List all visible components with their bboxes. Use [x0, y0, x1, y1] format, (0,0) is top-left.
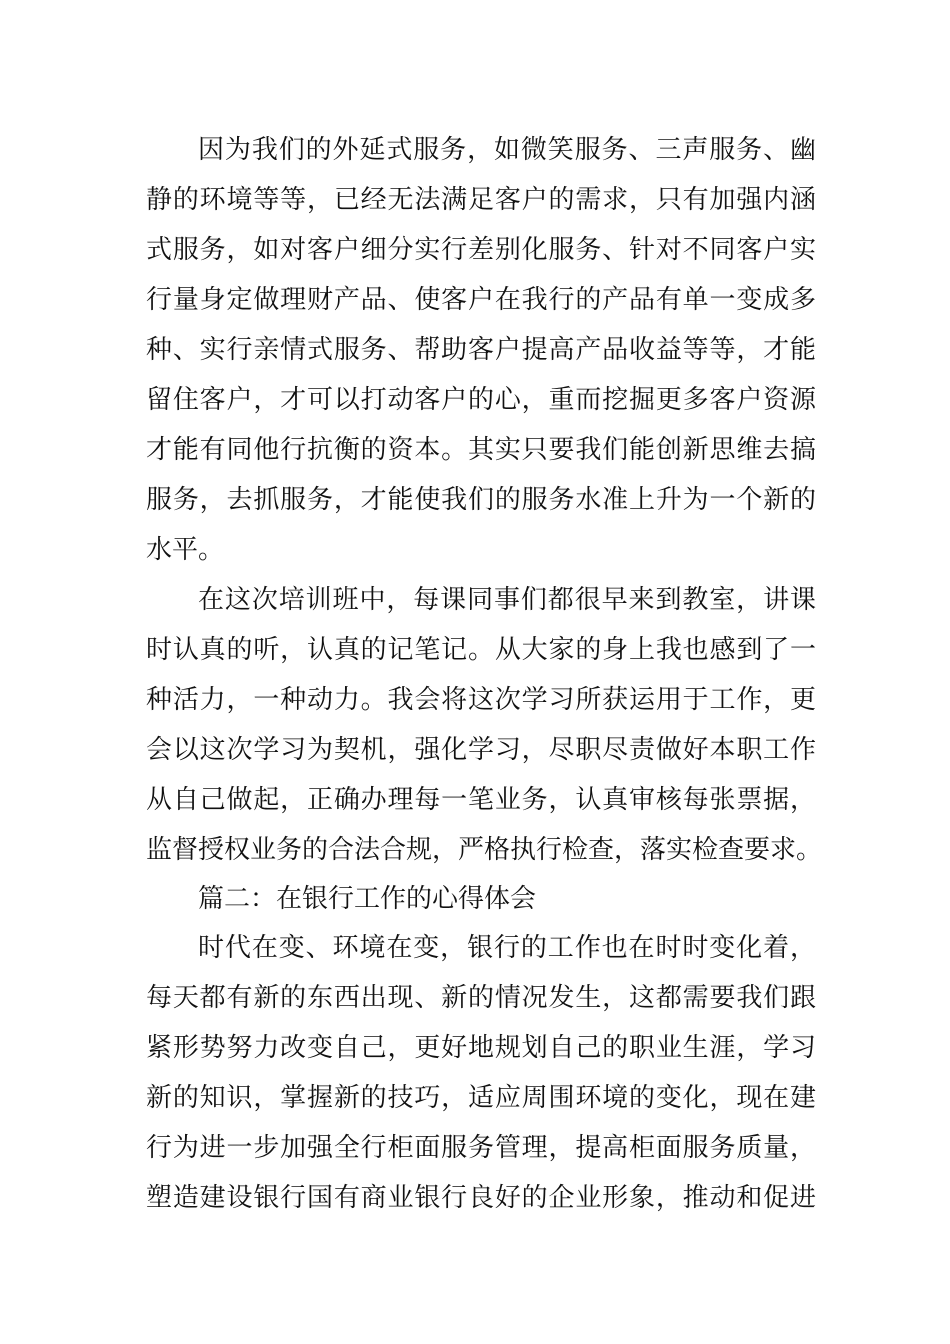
paragraph-line: 紧形势努力改变自己，更好地规划自己的职业生涯，学习 [146, 1033, 816, 1063]
paragraph-line: 行为进一步加强全行柜面服务管理，提高柜面服务质量， [146, 1133, 816, 1163]
paragraph-line: 因为我们的外延式服务，如微笑服务、三声服务、幽 [198, 135, 816, 165]
paragraph-line: 水平。 [146, 535, 225, 565]
paragraph-line: 种、实行亲情式服务、帮助客户提高产品收益等等，才能 [146, 335, 816, 365]
section-heading: 篇二：在银行工作的心得体会 [198, 884, 537, 914]
paragraph-line: 新的知识，掌握新的技巧，适应周围环境的变化，现在建 [146, 1083, 816, 1113]
paragraph-line: 才能有同他行抗衡的资本。其实只要我们能创新思维去搞 [146, 435, 816, 465]
paragraph-line: 会以这次学习为契机，强化学习，尽职尽责做好本职工作 [146, 735, 816, 765]
paragraph-line: 在这次培训班中，每课同事们都很早来到教室，讲课 [198, 585, 816, 615]
paragraph-line: 监督授权业务的合法合规，严格执行检查，落实检查要求。 [146, 835, 823, 865]
paragraph-line: 从自己做起，正确办理每一笔业务，认真审核每张票据， [146, 785, 816, 815]
paragraph-line: 静的环境等等，已经无法满足客户的需求，只有加强内涵 [146, 185, 816, 215]
paragraph-line: 每天都有新的东西出现、新的情况发生，这都需要我们跟 [146, 983, 816, 1013]
paragraph-line: 留住客户，才可以打动客户的心，重而挖掘更多客户资源 [146, 385, 816, 415]
paragraph-line: 塑造建设银行国有商业银行良好的企业形象，推动和促进 [146, 1183, 816, 1213]
paragraph-line: 服务，去抓服务，才能使我们的服务水准上升为一个新的 [146, 485, 816, 515]
paragraph-line: 行量身定做理财产品、使客户在我行的产品有单一变成多 [146, 285, 816, 315]
paragraph-line: 时认真的听，认真的记笔记。从大家的身上我也感到了一 [146, 635, 816, 665]
paragraph-line: 式服务，如对客户细分实行差别化服务、针对不同客户实 [146, 235, 816, 265]
paragraph-line: 时代在变、环境在变，银行的工作也在时时变化着， [198, 933, 816, 963]
paragraph-line: 种活力，一种动力。我会将这次学习所获运用于工作，更 [146, 685, 816, 715]
